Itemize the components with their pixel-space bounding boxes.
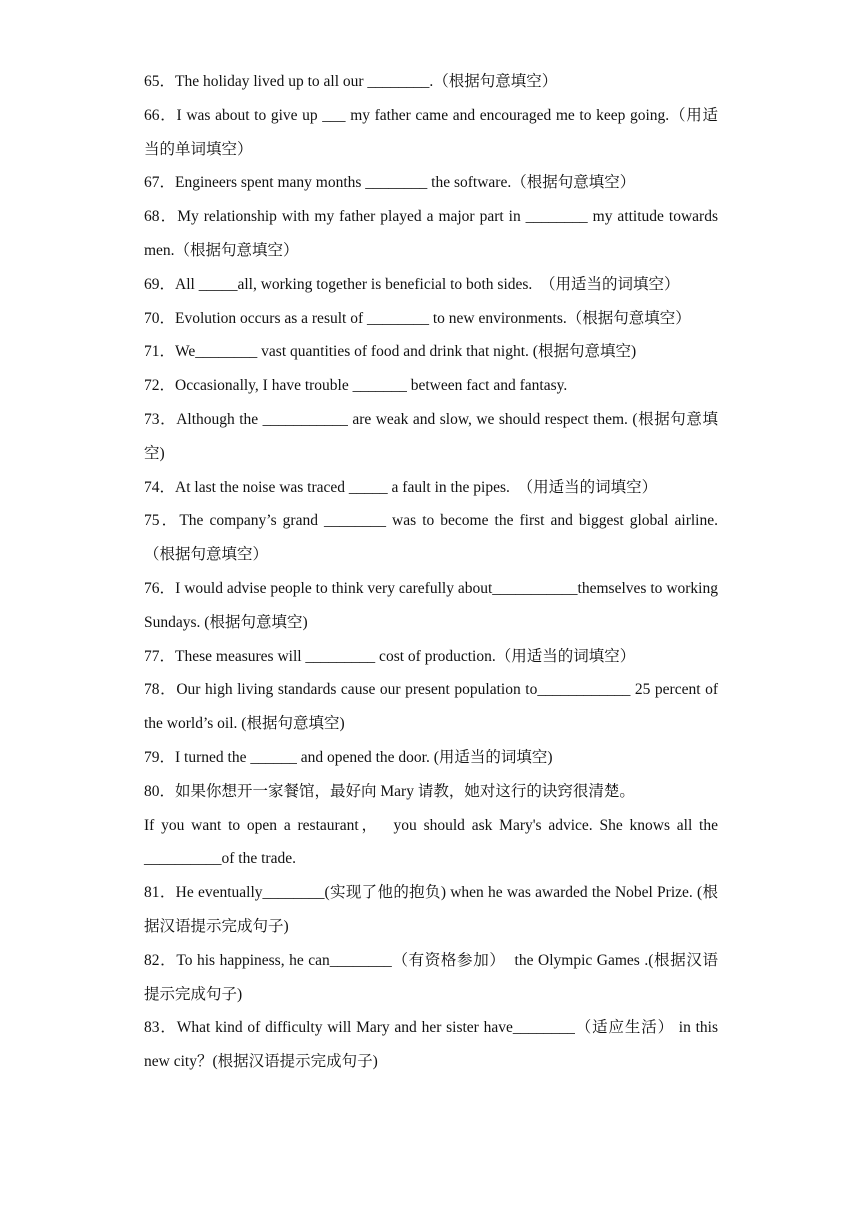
question-text: I would advise people to think very carefully about___________themselves to working Sundays. (根据句意填空) [144,579,722,631]
question-82 [144,944,718,1012]
question-66 [144,99,718,167]
question-text: Our high living standards cause our present population to____________ 25 percent of the world’s oil. (根据句意填空) [144,681,722,733]
question-79 [144,741,718,775]
question-text: To his happiness, he can________（有资格参加） the Olympic Games .(根据汉语提示完成句子) [144,951,718,1003]
question-number: 74． [144,478,176,496]
question-number: 71． [144,343,176,361]
question-text: Evolution occurs as a result of ________ to new environments.（根据句意填空） [175,309,691,327]
question-number: 75． [144,512,180,530]
question-number: 72． [144,377,176,395]
question-text: What kind of difficulty will Mary and her sister have________（适应生活） in this new city？(根据汉语提示完成句子) [144,1019,722,1071]
question-number: 80． [144,782,176,800]
question-number: 77． [144,647,176,665]
question-70 [144,302,718,336]
question-number: 83． [144,1019,177,1037]
question-number: 76． [144,579,176,597]
question-number: 81． [144,884,176,902]
question-77 [144,640,718,674]
question-number: 67． [144,174,176,192]
question-text: The holiday lived up to all our ________.（根据句意填空） [175,73,558,90]
question-text: The company’s grand ________ was to become the first and biggest global airline.（根据句意填空） [144,512,718,564]
question-69 [144,268,718,302]
question-65 [144,65,718,99]
question-text: At last the noise was traced _____ a fault in the pipes. （用适当的词填空） [175,478,658,496]
question-number: 66． [144,106,177,124]
question-text: All _____all, working together is beneficial to both sides. （用适当的词填空） [175,275,680,293]
question-text: I turned the ______ and opened the door. (用适当的词填空) [175,748,553,766]
question-text: If you want to open a restaurant， you should ask Mary's advice. She knows all the __________of the trade. [144,816,722,868]
question-74 [144,471,718,505]
question-text: My relationship with my father played a major part in ________ my attitude towards men.（根据句意填空） [144,208,722,259]
question-75 [144,504,718,572]
question-number: 78． [144,681,177,699]
question-73 [144,403,718,471]
question-76 [144,572,722,640]
question-number: 65． [144,73,176,90]
question-text: Occasionally, I have trouble _______ between fact and fantasy. [175,377,568,395]
question-text: These measures will _________ cost of production.（用适当的词填空） [175,647,636,665]
question-83 [144,1011,722,1079]
question-text: Although the ___________ are weak and slow, we should respect them. (根据句意填空) [144,410,718,462]
question-67 [144,166,718,200]
question-text: We________ vast quantities of food and drink that night. (根据句意填空) [175,343,637,361]
question-80 [144,775,718,809]
question-68 [144,200,722,268]
question-72 [144,369,718,403]
question-81 [144,876,718,944]
question-number: 73． [144,410,177,428]
question-text: Engineers spent many months ________ the software.（根据句意填空） [175,174,636,192]
question-71 [144,335,718,369]
question-number: 69． [144,275,176,293]
question-number: 70． [144,309,176,327]
question-78 [144,673,722,741]
question-number: 68． [144,208,178,226]
worksheet-page [144,65,722,1079]
question-text: He eventually________(实现了他的抱负) when he was awarded the Nobel Prize. (根据汉语提示完成句子) [144,884,718,935]
question-text: I was about to give up ___ my father came and encouraged me to keep going.（用适当的单词填空） [144,106,718,158]
question-80-english [144,809,722,877]
question-text: 如果你想开一家餐馆，最好向 Mary 请教，她对这行的诀窍很清楚。 [175,782,635,800]
question-number: 82． [144,951,177,969]
question-number: 79． [144,748,176,766]
